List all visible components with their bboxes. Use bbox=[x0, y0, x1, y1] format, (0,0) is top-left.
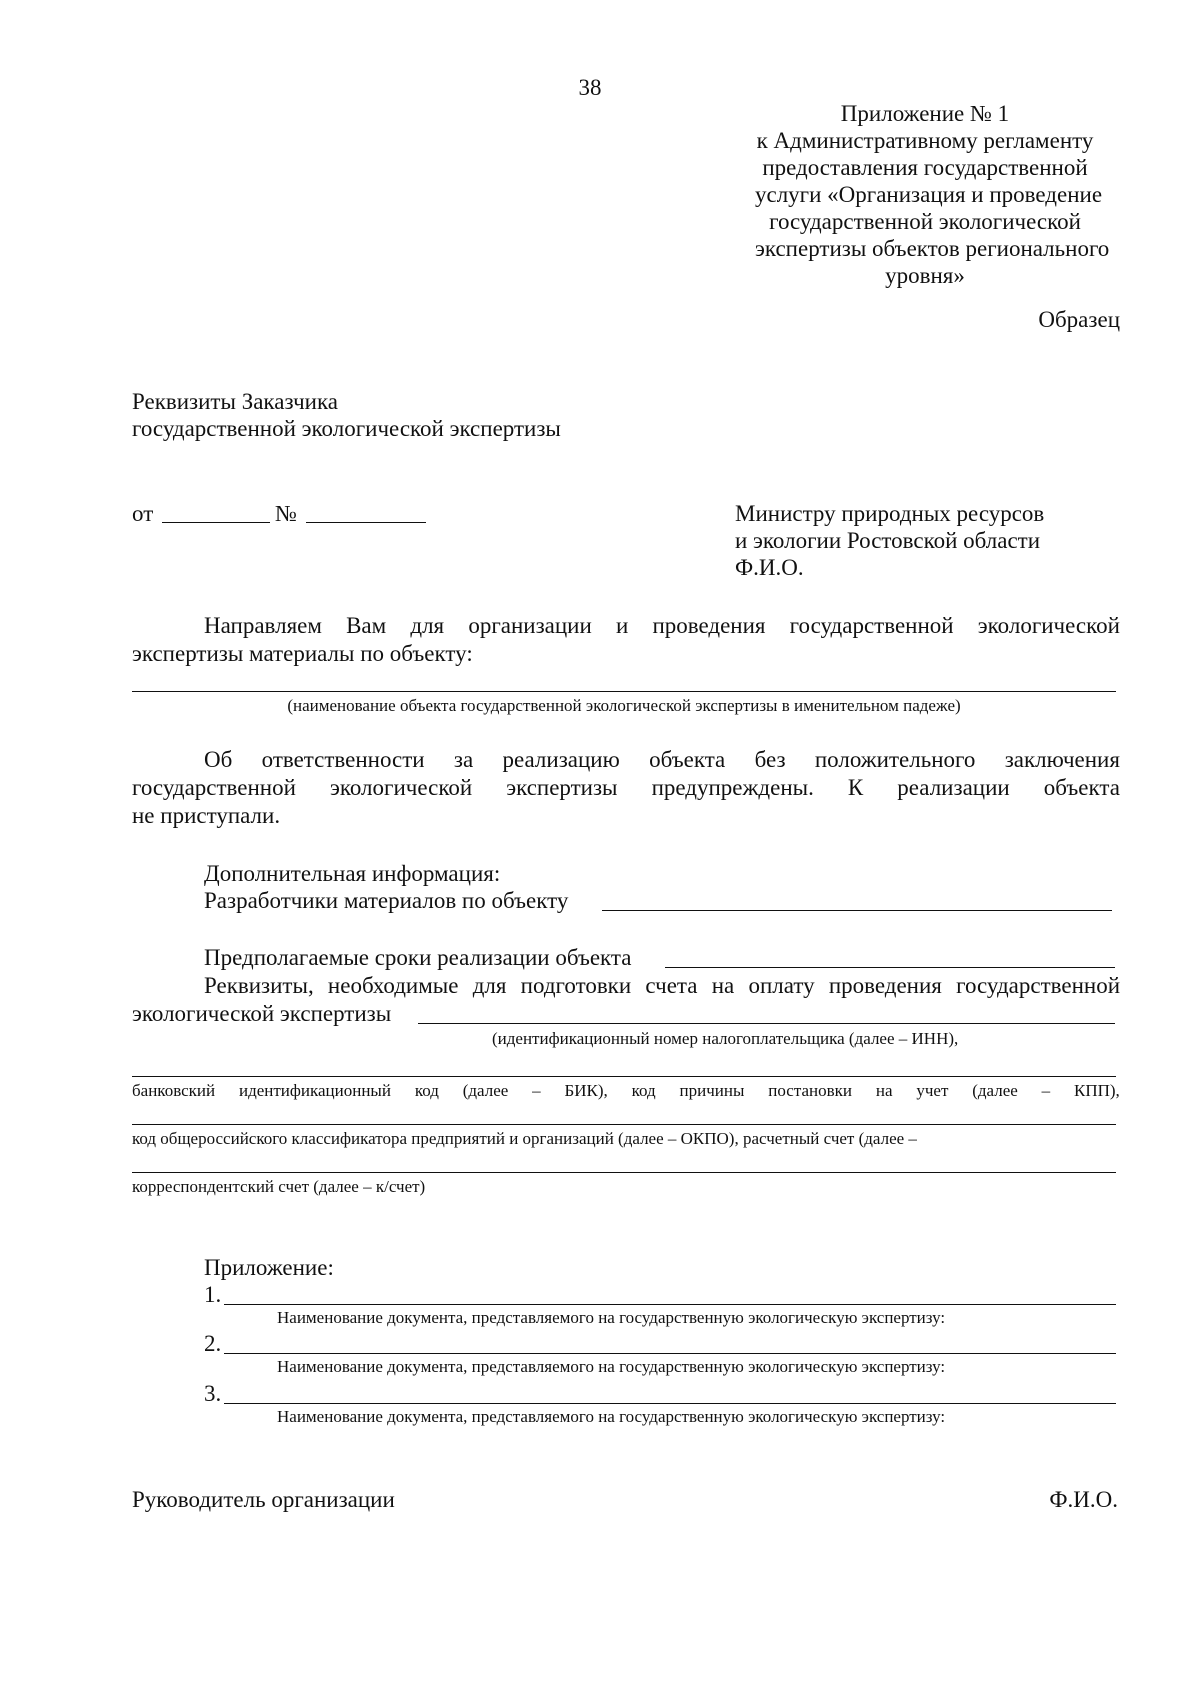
inn-blank[interactable] bbox=[418, 1023, 1115, 1024]
object-name-blank[interactable] bbox=[132, 691, 1116, 692]
attachment-number: 1. bbox=[204, 1282, 222, 1307]
signature-name: Ф.И.О. bbox=[1049, 1487, 1118, 1512]
okpo-blank[interactable] bbox=[132, 1124, 1116, 1125]
inn-hint: (идентификационный номер налогоплательщика (далее – ИНН), bbox=[492, 1029, 959, 1048]
appendix-line: уровня» bbox=[885, 263, 965, 288]
terms-label: Предполагаемые сроки реализации объекта bbox=[204, 945, 632, 970]
signature-position: Руководитель организации bbox=[132, 1487, 395, 1512]
attachment-hint: Наименование документа, представляемого на государственную экологическую экспертизу: bbox=[277, 1407, 946, 1426]
attachment-blank[interactable] bbox=[224, 1403, 1116, 1404]
number-label: № bbox=[275, 501, 297, 526]
intro-line2: экспертизы материалы по объекту: bbox=[132, 641, 473, 666]
bik-blank[interactable] bbox=[132, 1076, 1116, 1077]
appendix-line: к Административному регламенту bbox=[756, 128, 1094, 153]
attachment-blank[interactable] bbox=[224, 1353, 1116, 1354]
attachment-number: 3. bbox=[204, 1381, 222, 1406]
requisites-line2: экологической экспертизы bbox=[132, 1001, 392, 1026]
appendix-line: Приложение № 1 bbox=[840, 101, 1010, 126]
sample-label: Образец bbox=[1038, 307, 1120, 332]
addressee-line2: и экологии Ростовской области bbox=[735, 528, 1041, 553]
responsibility-line2: государственной экологической экспертизы предупреждены. К реализации объекта bbox=[132, 775, 1120, 800]
date-blank[interactable] bbox=[162, 522, 270, 523]
attachment-number: 2. bbox=[204, 1331, 222, 1356]
appendix-line: государственной экологической bbox=[769, 209, 1081, 234]
addressee-line1: Министру природных ресурсов bbox=[735, 501, 1045, 526]
appendix-line: экспертизы объектов регионального bbox=[755, 236, 1110, 261]
addressee-line3: Ф.И.О. bbox=[735, 555, 804, 580]
appendix-header bbox=[755, 100, 1110, 289]
customer-requisites-line2: государственной экологической экспертизы bbox=[132, 416, 561, 441]
attachment-hint: Наименование документа, представляемого на государственную экологическую экспертизу: bbox=[277, 1357, 946, 1376]
attachments-label: Приложение: bbox=[204, 1255, 334, 1280]
appendix-line: услуги «Организация и проведение bbox=[755, 182, 1103, 207]
corr-account-blank[interactable] bbox=[132, 1172, 1116, 1173]
from-label: от bbox=[132, 501, 154, 526]
object-name-hint: (наименование объекта государственной экологической экспертизы в именительном падеже) bbox=[287, 696, 961, 715]
okpo-hint: код общероссийского классификатора предприятий и организаций (далее – ОКПО), расчетный счет (далее – bbox=[132, 1129, 917, 1148]
responsibility-line1: Об ответственности за реализацию объекта без положительного заключения bbox=[204, 747, 1120, 772]
page-number: 38 bbox=[578, 75, 602, 100]
attachment-blank[interactable] bbox=[224, 1304, 1116, 1305]
developers-label: Разработчики материалов по объекту bbox=[204, 888, 569, 913]
requisites-line1: Реквизиты, необходимые для подготовки счета на оплату проведения государственной bbox=[204, 973, 1120, 998]
bik-hint: банковский идентификационный код (далее – БИК), код причины постановки на учет (далее – КПП), bbox=[132, 1081, 1120, 1100]
attachment-hint: Наименование документа, представляемого на государственную экологическую экспертизу: bbox=[277, 1308, 946, 1327]
developers-blank[interactable] bbox=[602, 910, 1112, 911]
intro-line1: Направляем Вам для организации и проведения государственной экологической bbox=[204, 613, 1120, 638]
appendix-line: предоставления государственной bbox=[762, 155, 1088, 180]
terms-blank[interactable] bbox=[665, 967, 1115, 968]
corr-account-hint: корреспондентский счет (далее – к/счет) bbox=[132, 1177, 426, 1196]
number-blank[interactable] bbox=[306, 522, 426, 523]
responsibility-line3: не приступали. bbox=[132, 803, 281, 828]
additional-info-label: Дополнительная информация: bbox=[204, 861, 501, 886]
customer-requisites-line1: Реквизиты Заказчика bbox=[132, 389, 338, 414]
